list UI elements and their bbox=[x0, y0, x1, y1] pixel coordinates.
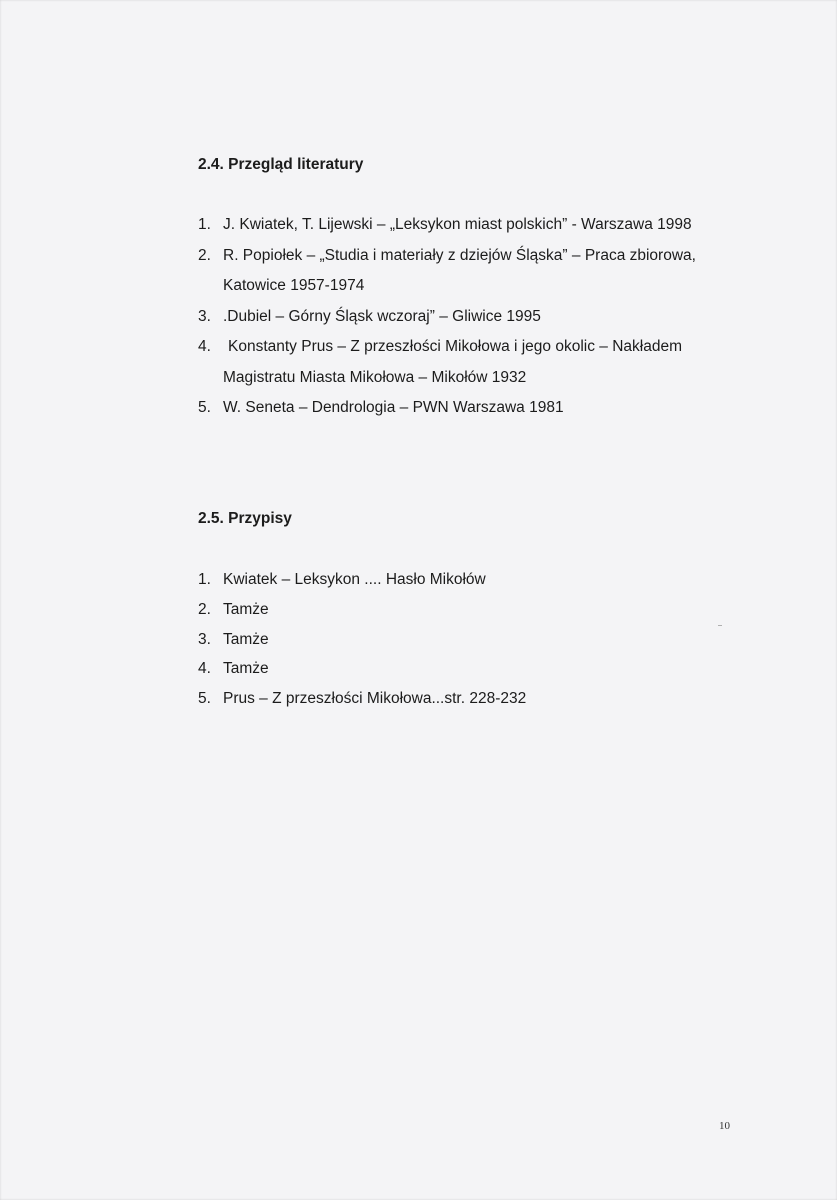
notes-list bbox=[198, 565, 738, 714]
item-text: Tamże bbox=[223, 600, 269, 618]
item-text: Tamże bbox=[223, 660, 269, 678]
item-number: 2. bbox=[198, 246, 211, 264]
item-text: Tamże bbox=[223, 630, 269, 648]
list-item bbox=[198, 332, 738, 393]
list-item bbox=[198, 241, 738, 302]
notes-heading: 2.5. Przypisy bbox=[198, 510, 292, 527]
item-number: 1. bbox=[198, 216, 211, 233]
item-text: .Dubiel – Górny Śląsk wczoraj” – Gliwice 1995 bbox=[223, 307, 541, 325]
item-text: Kwiatek – Leksykon .... Hasło Mikołów bbox=[223, 571, 486, 588]
list-item bbox=[198, 654, 738, 684]
list-item bbox=[198, 210, 738, 241]
scan-speck bbox=[718, 625, 722, 626]
item-text: Prus – Z przeszłości Mikołowa...str. 228-232 bbox=[223, 690, 527, 708]
item-number: 3. bbox=[198, 630, 211, 648]
item-number: 4. bbox=[198, 338, 211, 355]
item-text: Konstanty Prus – Z przeszłości Mikołowa i jego okolic – Nakładem Magistratu Miasta Mikołowa – Mikołów 1932 bbox=[223, 338, 682, 386]
literature-list bbox=[198, 210, 738, 424]
item-text: J. Kwiatek, T. Lijewski – „Leksykon miast polskich” - Warszawa 1998 bbox=[223, 216, 692, 233]
item-number: 4. bbox=[198, 660, 211, 678]
literature-heading: 2.4. Przegląd literatury bbox=[198, 156, 364, 173]
list-item bbox=[198, 625, 738, 655]
item-number: 5. bbox=[198, 690, 211, 708]
item-text: R. Popiołek – „Studia i materiały z dziejów Śląska” – Praca zbiorowa, Katowice 1957-1974 bbox=[223, 246, 696, 294]
item-number: 3. bbox=[198, 307, 211, 325]
item-number: 2. bbox=[198, 600, 211, 618]
list-item bbox=[198, 565, 738, 595]
list-item bbox=[198, 393, 738, 424]
page-number: 10 bbox=[719, 1120, 730, 1132]
item-number: 1. bbox=[198, 571, 211, 588]
list-item bbox=[198, 302, 738, 333]
list-item bbox=[198, 595, 738, 625]
item-text: W. Seneta – Dendrologia – PWN Warszawa 1981 bbox=[223, 399, 564, 416]
list-item bbox=[198, 684, 738, 714]
item-number: 5. bbox=[198, 399, 211, 416]
